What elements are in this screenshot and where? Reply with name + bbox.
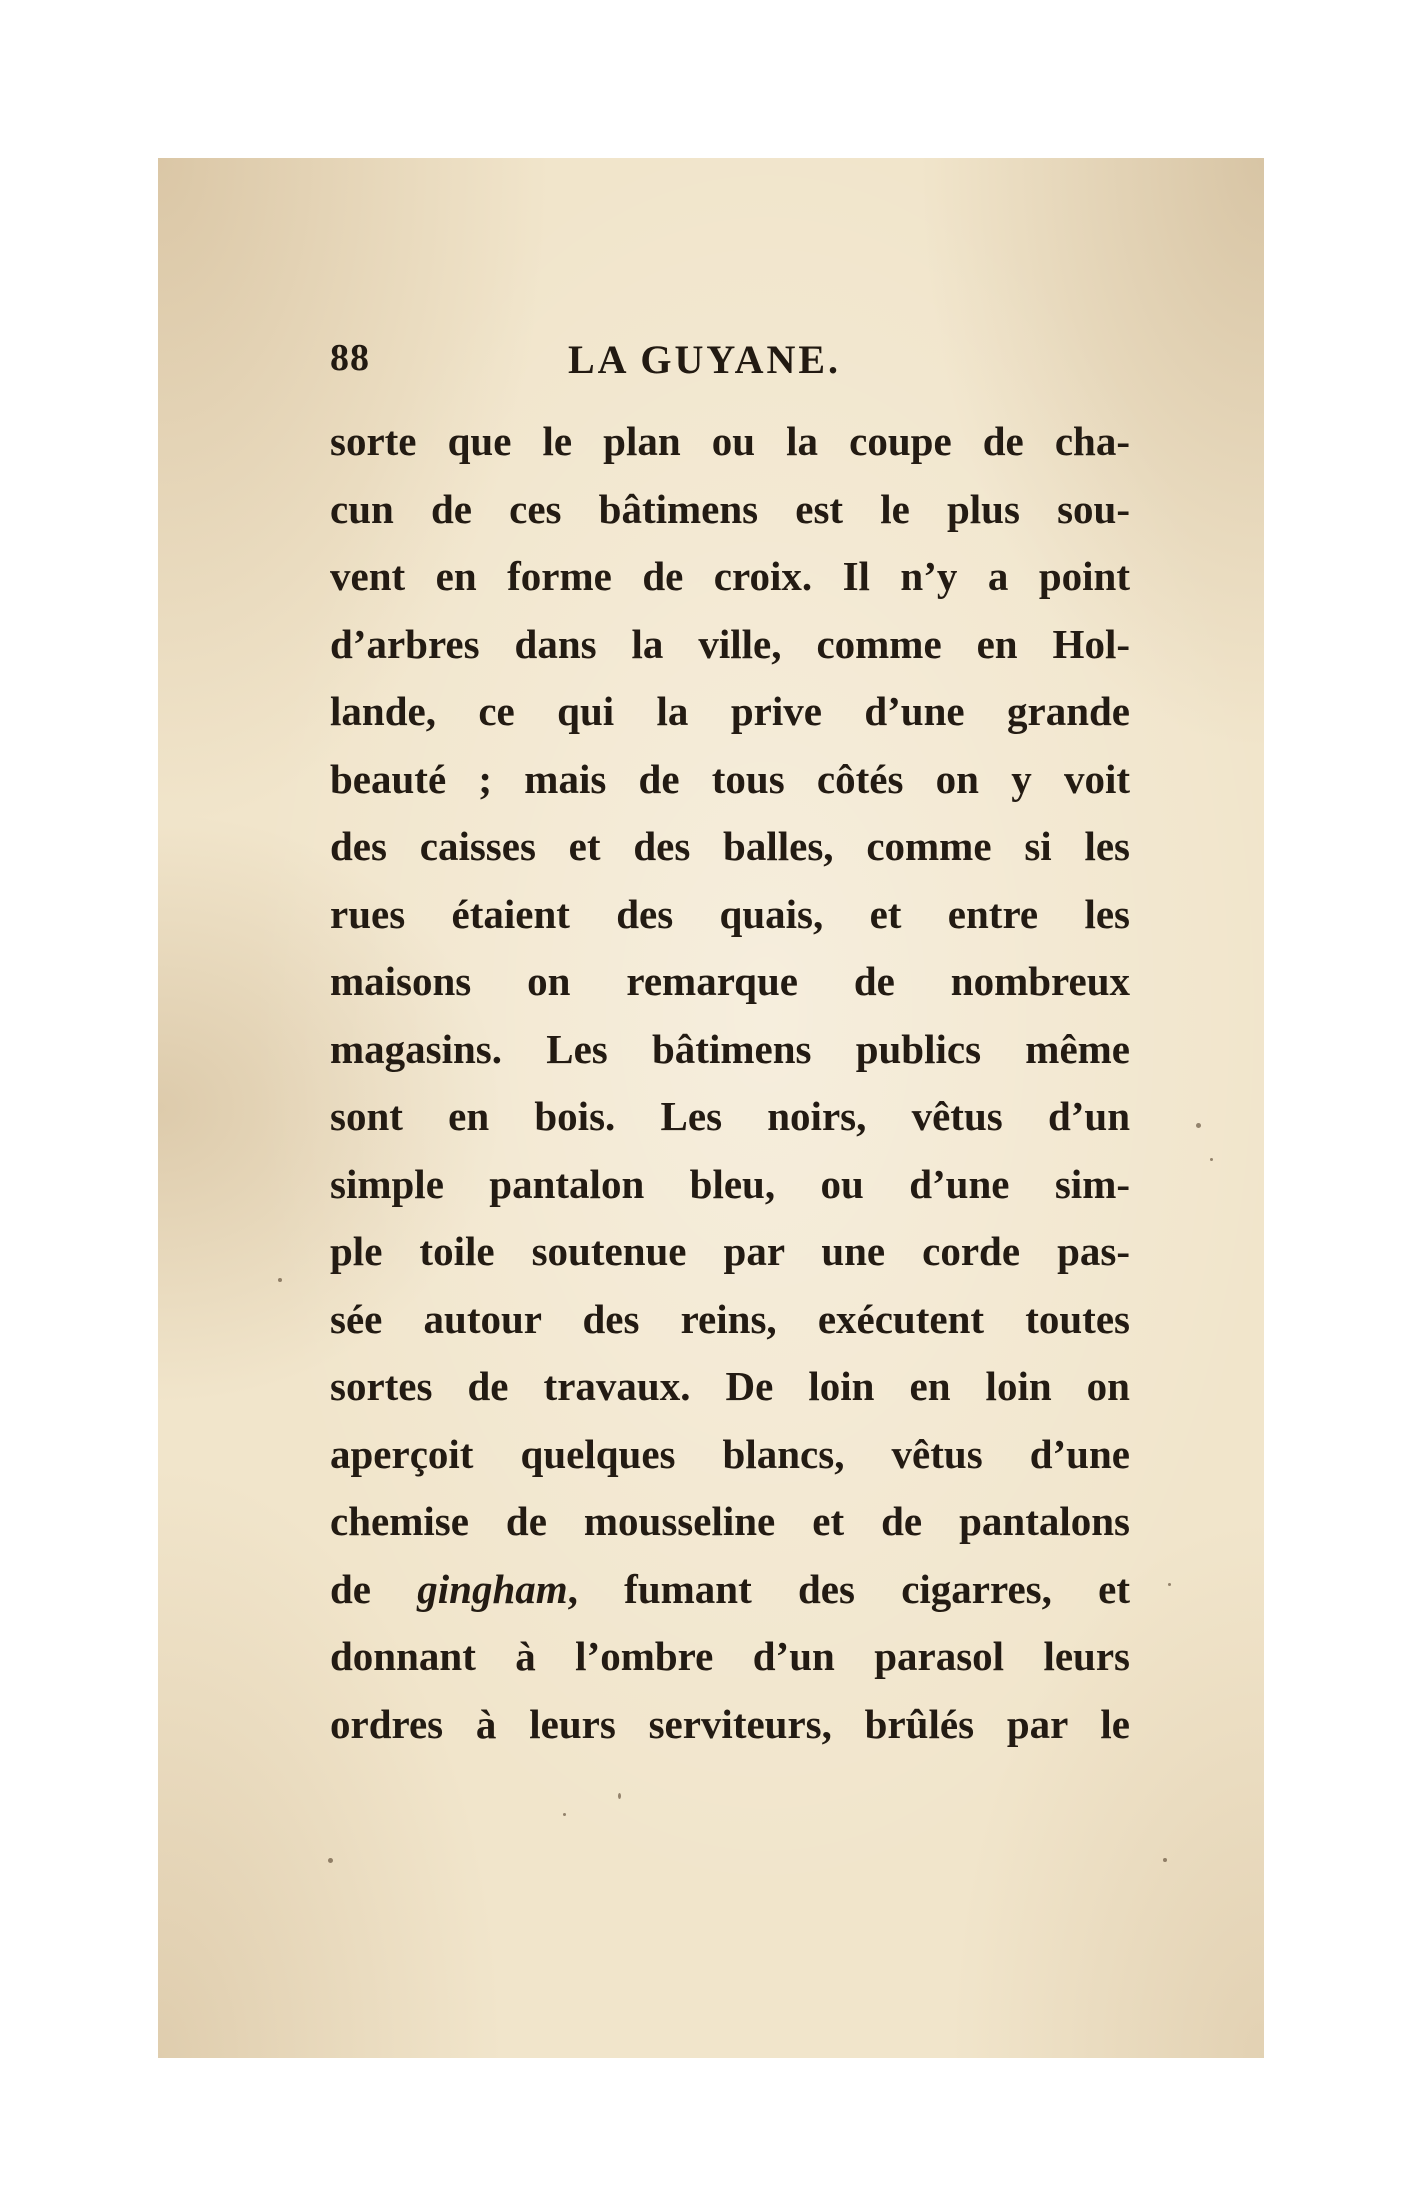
- paper-speck: [1168, 1583, 1171, 1586]
- paper-speck: [1210, 1158, 1213, 1161]
- text-line: chemise de mousseline et de pantalons: [330, 1498, 1130, 1544]
- paper-speck: [278, 1278, 282, 1282]
- paper-speck: [563, 1813, 566, 1816]
- text-line: ple toile soutenue par une corde pas-: [330, 1228, 1130, 1274]
- page-number: 88: [330, 337, 370, 379]
- text-line: sée autour des reins, exécutent toutes: [330, 1295, 1130, 1342]
- line-text-before: de: [330, 1565, 418, 1612]
- text-line: des caisses et des balles, comme si les: [330, 823, 1130, 869]
- paper-speck: [1163, 1858, 1167, 1862]
- text-line: d’arbres dans la ville, comme en Hol-: [330, 620, 1130, 667]
- text-line: aperçoit quelques blancs, vêtus d’une: [330, 1430, 1130, 1477]
- text-line: magasins. Les bâtimens publics même: [330, 1025, 1130, 1072]
- text-line: sorte que le plan ou la coupe de cha-: [330, 418, 1130, 464]
- line-text-after: , fumant des cigarres, et: [567, 1565, 1130, 1612]
- page-header: [330, 336, 1050, 396]
- text-line: sortes de travaux. De loin en loin on: [330, 1363, 1130, 1409]
- text-line: rues étaient des quais, et entre les: [330, 890, 1130, 937]
- paper-speck: [1196, 1123, 1201, 1128]
- text-line: beauté ; mais de tous côtés on y voit: [330, 755, 1130, 802]
- text-line: vent en forme de croix. Il n’y a point: [330, 553, 1130, 599]
- text-line: simple pantalon bleu, ou d’une sim-: [330, 1160, 1130, 1207]
- paper-speck: [618, 1793, 621, 1799]
- text-line: lande, ce qui la prive d’une grande: [330, 688, 1130, 734]
- text-line: maisons on remarque de nombreux: [330, 958, 1130, 1004]
- running-head: LA GUYANE.: [568, 337, 842, 382]
- scanned-book-page: [158, 158, 1264, 2058]
- text-line-with-italic: [330, 1556, 1130, 1624]
- paper-speck: [328, 1858, 333, 1863]
- text-line: cun de ces bâtimens est le plus sou-: [330, 485, 1130, 532]
- body-text: [330, 408, 1130, 1758]
- italic-word: gingham: [417, 1565, 568, 1612]
- text-line: donnant à l’ombre d’un parasol leurs: [330, 1633, 1130, 1679]
- text-line: ordres à leurs serviteurs, brûlés par le: [330, 1700, 1130, 1747]
- text-line: sont en bois. Les noirs, vêtus d’un: [330, 1093, 1130, 1139]
